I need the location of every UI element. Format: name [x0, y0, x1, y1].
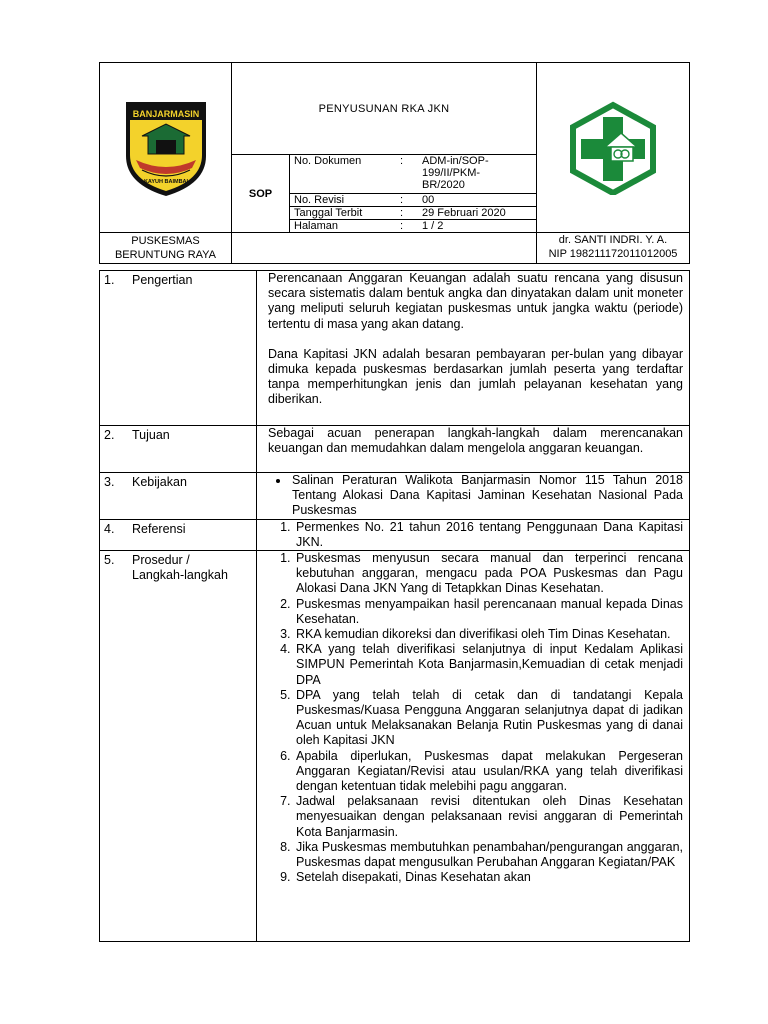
meta-value	[418, 155, 536, 193]
city-logo-cell	[100, 63, 232, 233]
section-label	[100, 271, 257, 426]
section-label	[100, 473, 257, 520]
section-number: 3.	[104, 475, 115, 489]
meta-key: Tanggal Terbit	[290, 206, 396, 219]
puskesmas-logo-cell	[537, 63, 690, 233]
meta-sep: :	[400, 219, 404, 232]
list-item: 8. Jika Puskesmas membutuhkan penambahan/pengurangan anggaran, Puskesmas dapat mengusulkan Perubahan Anggaran Kegiatan/PAK	[294, 840, 683, 870]
logo-motto-text: KAYUH BAIMBAI	[143, 178, 188, 185]
section-content	[257, 426, 690, 473]
footer-spacer	[232, 233, 537, 264]
list-item: 3. RKA kemudian dikoreksi dan diverifikasi oleh Tim Dinas Kesehatan.	[294, 627, 683, 642]
section-number: 5.	[104, 553, 115, 568]
paragraph: Sebagai acuan penerapan langkah-langkah dalam merencanakan keuangan dan memudahkan dalam mengelola anggaran keuangan.	[268, 426, 683, 456]
meta-key: Halaman	[294, 219, 339, 232]
list-item: 7. Jadwal pelaksanaan revisi ditentukan oleh Dinas Kesehatan menyesuaikan dengan pelaksanaan revisi anggaran di Pemerintah Kota Banjarmasin.	[294, 794, 683, 840]
meta-key: No. Revisi	[290, 193, 396, 206]
section-content	[257, 473, 690, 520]
section-row	[100, 473, 690, 520]
section-row	[100, 519, 690, 550]
meta-value: 29 Februari 2020	[418, 206, 536, 219]
banjarmasin-emblem-icon	[122, 96, 210, 200]
meta-sep: :	[396, 155, 418, 193]
sop-header-table	[99, 62, 690, 264]
numbered-list	[268, 551, 683, 885]
section-content	[257, 551, 690, 942]
document-meta-cell	[290, 155, 537, 233]
list-item: 2. Puskesmas menyampaikan hasil perencanaan manual kepada Dinas Kesehatan.	[294, 597, 683, 627]
institution-line-2: BERUNTUNG RAYA	[114, 249, 217, 261]
list-item: 6. Apabila diperlukan, Puskesmas dapat melakukan Pergeseran Anggaran Kegiatan/Revisi atau usulan/RKA yang telah diverifikasi dengan ketentuan tidak melebihi pagu anggaran.	[294, 749, 683, 795]
list-item: 1. Permenkes No. 21 tahun 2016 tentang Penggunaan Dana Kapitasi JKN.	[294, 520, 683, 550]
sop-content-table	[99, 270, 690, 942]
logo-banner-text: BANJARMASIN	[132, 108, 199, 119]
sop-label: SOP	[232, 155, 290, 233]
meta-sep: :	[396, 206, 418, 219]
list-item: 5. DPA yang telah telah di cetak dan di tandatangi Kepala Puskesmas/Kuasa Pengguna Anggaran selanjutnya dapat di jadikan Acuan untuk Melaksanakan Belanja Rutin Puskesmas yang di danai oleh Kapitasi JKN	[294, 688, 683, 749]
section-row	[100, 426, 690, 473]
signer-nip: NIP 198211172011012005	[548, 248, 678, 260]
signer-block	[537, 233, 690, 264]
bullet-list	[268, 473, 683, 519]
section-label	[100, 551, 257, 942]
list-item: 1. Puskesmas menyusun secara manual dan terperinci rencana kebutuhan anggaran, mengacu pada POA Puskesmas dan Pagu Alokasi Dana JKN Yang di Tetapkkan Dinas Kesehatan.	[294, 551, 683, 597]
section-title: Prosedur / Langkah-langkah	[132, 553, 228, 583]
section-content	[257, 271, 690, 426]
section-number: 1.	[104, 273, 115, 287]
document-title: PENYUSUNAN RKA JKN	[232, 63, 537, 155]
list-item: 4. RKA yang telah diverifikasi selanjutnya di input Kedalam Aplikasi SIMPUN Pemerintah Kota Banjarmasin,Kemuadian di cetak menjadi DPA	[294, 642, 683, 688]
section-row	[100, 551, 690, 942]
section-content	[257, 519, 690, 550]
section-title: Referensi	[132, 521, 186, 536]
meta-value: 1 / 2	[422, 219, 444, 232]
meta-key: No. Dokumen	[290, 155, 396, 193]
meta-value: 00	[418, 193, 536, 206]
section-title: Pengertian	[132, 273, 193, 287]
meta-sep: :	[396, 193, 418, 206]
institution-name	[100, 233, 232, 264]
section-number: 4.	[104, 521, 115, 536]
document-meta-table	[290, 155, 536, 232]
section-label	[100, 519, 257, 550]
list-item: 9. Setelah disepakati, Dinas Kesehatan akan	[294, 870, 683, 885]
section-number: 2.	[104, 428, 115, 442]
puskesmas-cross-icon	[567, 101, 659, 195]
meta-value-text: ADM-in/SOP-199/II/PKM-BR/2020	[422, 155, 489, 191]
institution-line-1: PUSKESMAS	[131, 235, 200, 247]
signer-name: dr. SANTI INDRI. Y. A.	[558, 234, 668, 246]
section-title: Tujuan	[132, 428, 170, 442]
numbered-list	[268, 520, 683, 550]
section-label	[100, 426, 257, 473]
list-item: • Salinan Peraturan Walikota Banjarmasin Nomor 115 Tahun 2018 Tentang Alokasi Dana Kapitasi Jaminan Kesehatan Nasional Pada Puskesmas	[290, 473, 683, 519]
paragraph: Perencanaan Anggaran Keuangan adalah suatu rencana yang disusun secara sistematis dalam bentuk angka dan dinyatakan dalam unit moneter yang meliputi seluruh kegiatan puskesmas untuk jangka waktu (periode) tertentu di masa yang akan datang.	[268, 271, 683, 331]
section-title: Kebijakan	[132, 475, 187, 489]
section-row	[100, 271, 690, 426]
paragraph: Dana Kapitasi JKN adalah besaran pembayaran per-bulan yang dibayar dimuka kepada puskesmas berdasarkan jumlah peserta yang terdaftar tanpa memperhitungkan jenis dan jumlah pelayanan kesehatan yang diberikan.	[268, 346, 683, 407]
